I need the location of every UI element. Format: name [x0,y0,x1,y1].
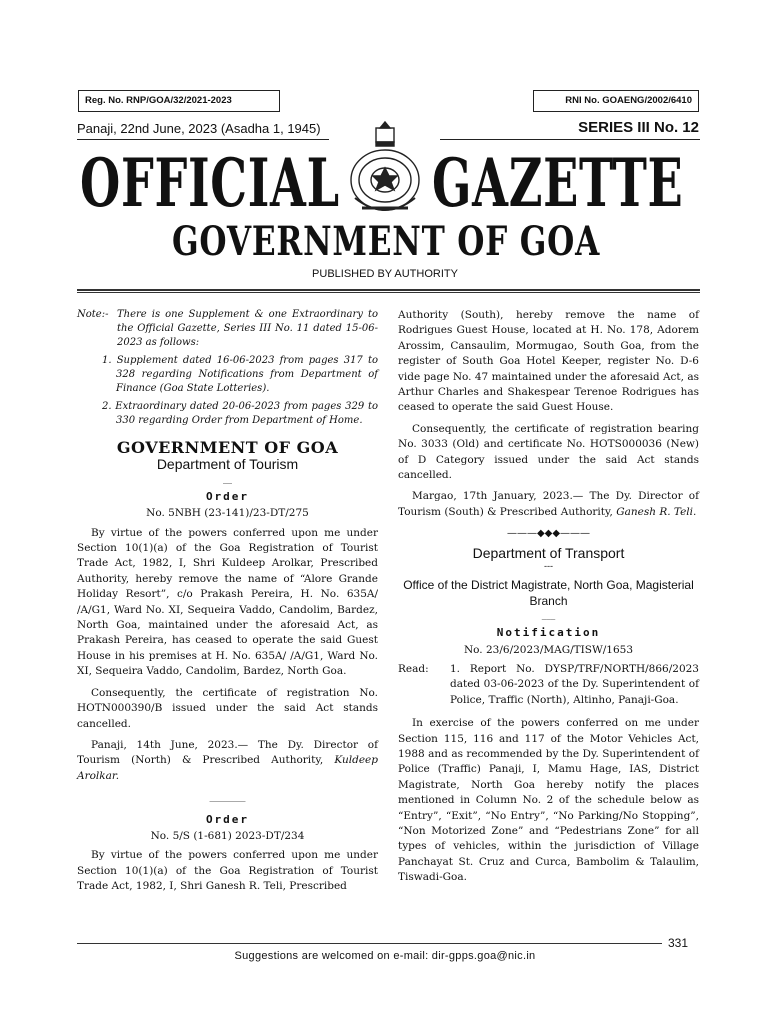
section-heading: GOVERNMENT OF GOA [116,438,339,457]
footer-rule [77,943,662,944]
signature-text: Panaji, 14th June, 2023.— The Dy. Director of Tourism (North) & Prescribed Authority, [77,738,378,767]
signatory-name: Kuldeep Arolkar. [77,754,378,782]
masthead-official: OFFICIAL [80,144,340,222]
header-rule-thin [77,292,700,293]
read-text: 1. Report No. DYSP/TRF/NORTH/866/2023 dated 03-06-2023 of the Dy. Superintendent of Police, Traffic (North), Altinho, Panaji-Goa. [450,662,699,706]
order-signature [77,738,378,784]
notification-paragraph: In exercise of the powers conferred on me under Section 115, 116 and 117 of the Motor Vehicles Act, 1988 and as recommended by the Dy. Superintendent of Police (Traffic) Panaji, I, Mamu Hage, IAS, District Magistrate, North Goa hereby notify the places mentioned in Column No. 2 of the schedule below as “Entry”, “Exit”, “No Entry”, “No Parking/No Stopping”, “Non Motorized Zone” and “Pedestrians Zone” for all types of vehicles, within the jurisdiction of Village Panchayat St. Cruz and Curca, Bambolim & Talaulim, Tiswadi-Goa. [398,717,699,884]
order-title: Order [205,489,250,503]
department-tourism: Department of Tourism [156,456,299,473]
department-transport: Department of Transport [472,544,625,561]
series-underline [440,139,700,140]
order-number: No. 5NBH (23-141)/23-DT/275 [146,507,309,520]
separator: ________ [209,792,246,803]
order-title: Order [205,812,250,826]
series-number: SERIES III No. 12 [578,119,699,136]
dash-divider: __ [223,473,232,484]
office-heading: Office of the District Magistrate, North Goa, Magisterial Branch [403,578,694,609]
published-by-authority: PUBLISHED BY AUTHORITY [312,268,458,280]
issue-dateline: Panaji, 22nd June, 2023 (Asadha 1, 1945) [77,121,321,136]
ornament-divider: ———◆◆◆——— [506,528,591,540]
notification-title: Notification [496,626,601,640]
signatory-name: Ganesh R. Teli. [616,505,697,518]
left-column [77,308,378,901]
suggestions-footer: Suggestions are welcomed on e-mail: dir-gpps.goa@nic.in [234,950,536,962]
signature-text: Margao, 17th January, 2023.— The Dy. Director of Tourism (South) & Prescribed Authority, [398,490,699,518]
government-of-goa-title: GOVERNMENT OF GOA [172,218,601,265]
note-intro: There is one Supplement & one Extraordinary to the Official Gazette, Series III No. 11 dated 15-06-2023 as follows: [117,309,378,348]
note-label: Note:- [77,309,109,320]
header-rule [77,289,700,291]
note-item: 2. Extraordinary dated 20-06-2023 from pages 329 to 330 regarding Order from Department of Home. [102,401,378,426]
order-paragraph: Consequently, the certificate of registration bearing No. 3033 (Old) and certificate No. HOTS000036 (New) of D Category issued under the said Act stands cancelled. [398,422,699,482]
note-item: 1. Supplement dated 16-06-2023 from pages 317 to 328 regarding Notifications from Department of Finance (Goa State Lotteries). [102,355,378,394]
masthead-gazette: GAZETTE [432,144,684,222]
read-reference [398,662,699,708]
state-emblem-icon [340,118,430,228]
dateline-underline [77,139,329,140]
dash-divider: ___ [541,610,556,621]
order-signature [398,489,699,520]
order-paragraph: Consequently, the certificate of registration No. HOTN000390/B issued under the said Act stands cancelled. [77,686,378,730]
right-column [398,308,699,892]
registration-number-box: Reg. No. RNP/GOA/32/2021-2023 [78,90,280,112]
supplement-note [77,308,378,428]
order-paragraph: By virtue of the powers conferred upon me under Section 10(1)(a) of the Goa Registration of Tourist Trade Act, 1982, I, Shri Ganesh R. Teli, Prescribed [77,849,378,893]
dash-divider: --- [543,562,554,573]
notification-number: No. 23/6/2023/MAG/TISW/1653 [463,643,634,656]
order-paragraph-continued: Authority (South), hereby remove the name of Rodrigues Guest House, located at H. No. 178, Adorem Arossim, Cansaulim, Mormugao, South Goa, from the register of South Goa Hotel Keeper, register No. D-6 vide page No. 47 maintained under the aforesaid Act, as Arthur Charles and Shakespear Terenoe Rodrigues has ceased to operate the said Guest House. [398,309,699,414]
page-number: 331 [668,936,689,950]
rni-number-box: RNI No. GOAENG/2002/6410 [533,90,699,112]
order-number: No. 5/S (1-681) 2023-DT/234 [150,829,305,842]
order-paragraph: By virtue of the powers conferred upon me under Section 10(1)(a) of the Goa Registration of Tourist Trade Act, 1982, I, Shri Kuldeep Arolkar, Prescribed Authority, hereby remove the name of “Alore Grande Holiday Resort”, c/o Prakash Pereira, H. No. 635A/ /A/G1, Ward No. XI, Sequeira Vaddo, Candolim, Bardez, North Goa, maintained under the aforesaid Act, as Prakash Pereira, has ceased to operate the said Guest House in his premises at H. No. 635A/ /A/G1, Ward No. XI, Sequeira Vaddo, Candolim, Bardez, North Goa. [77,526,378,678]
read-label: Read: [398,662,429,675]
